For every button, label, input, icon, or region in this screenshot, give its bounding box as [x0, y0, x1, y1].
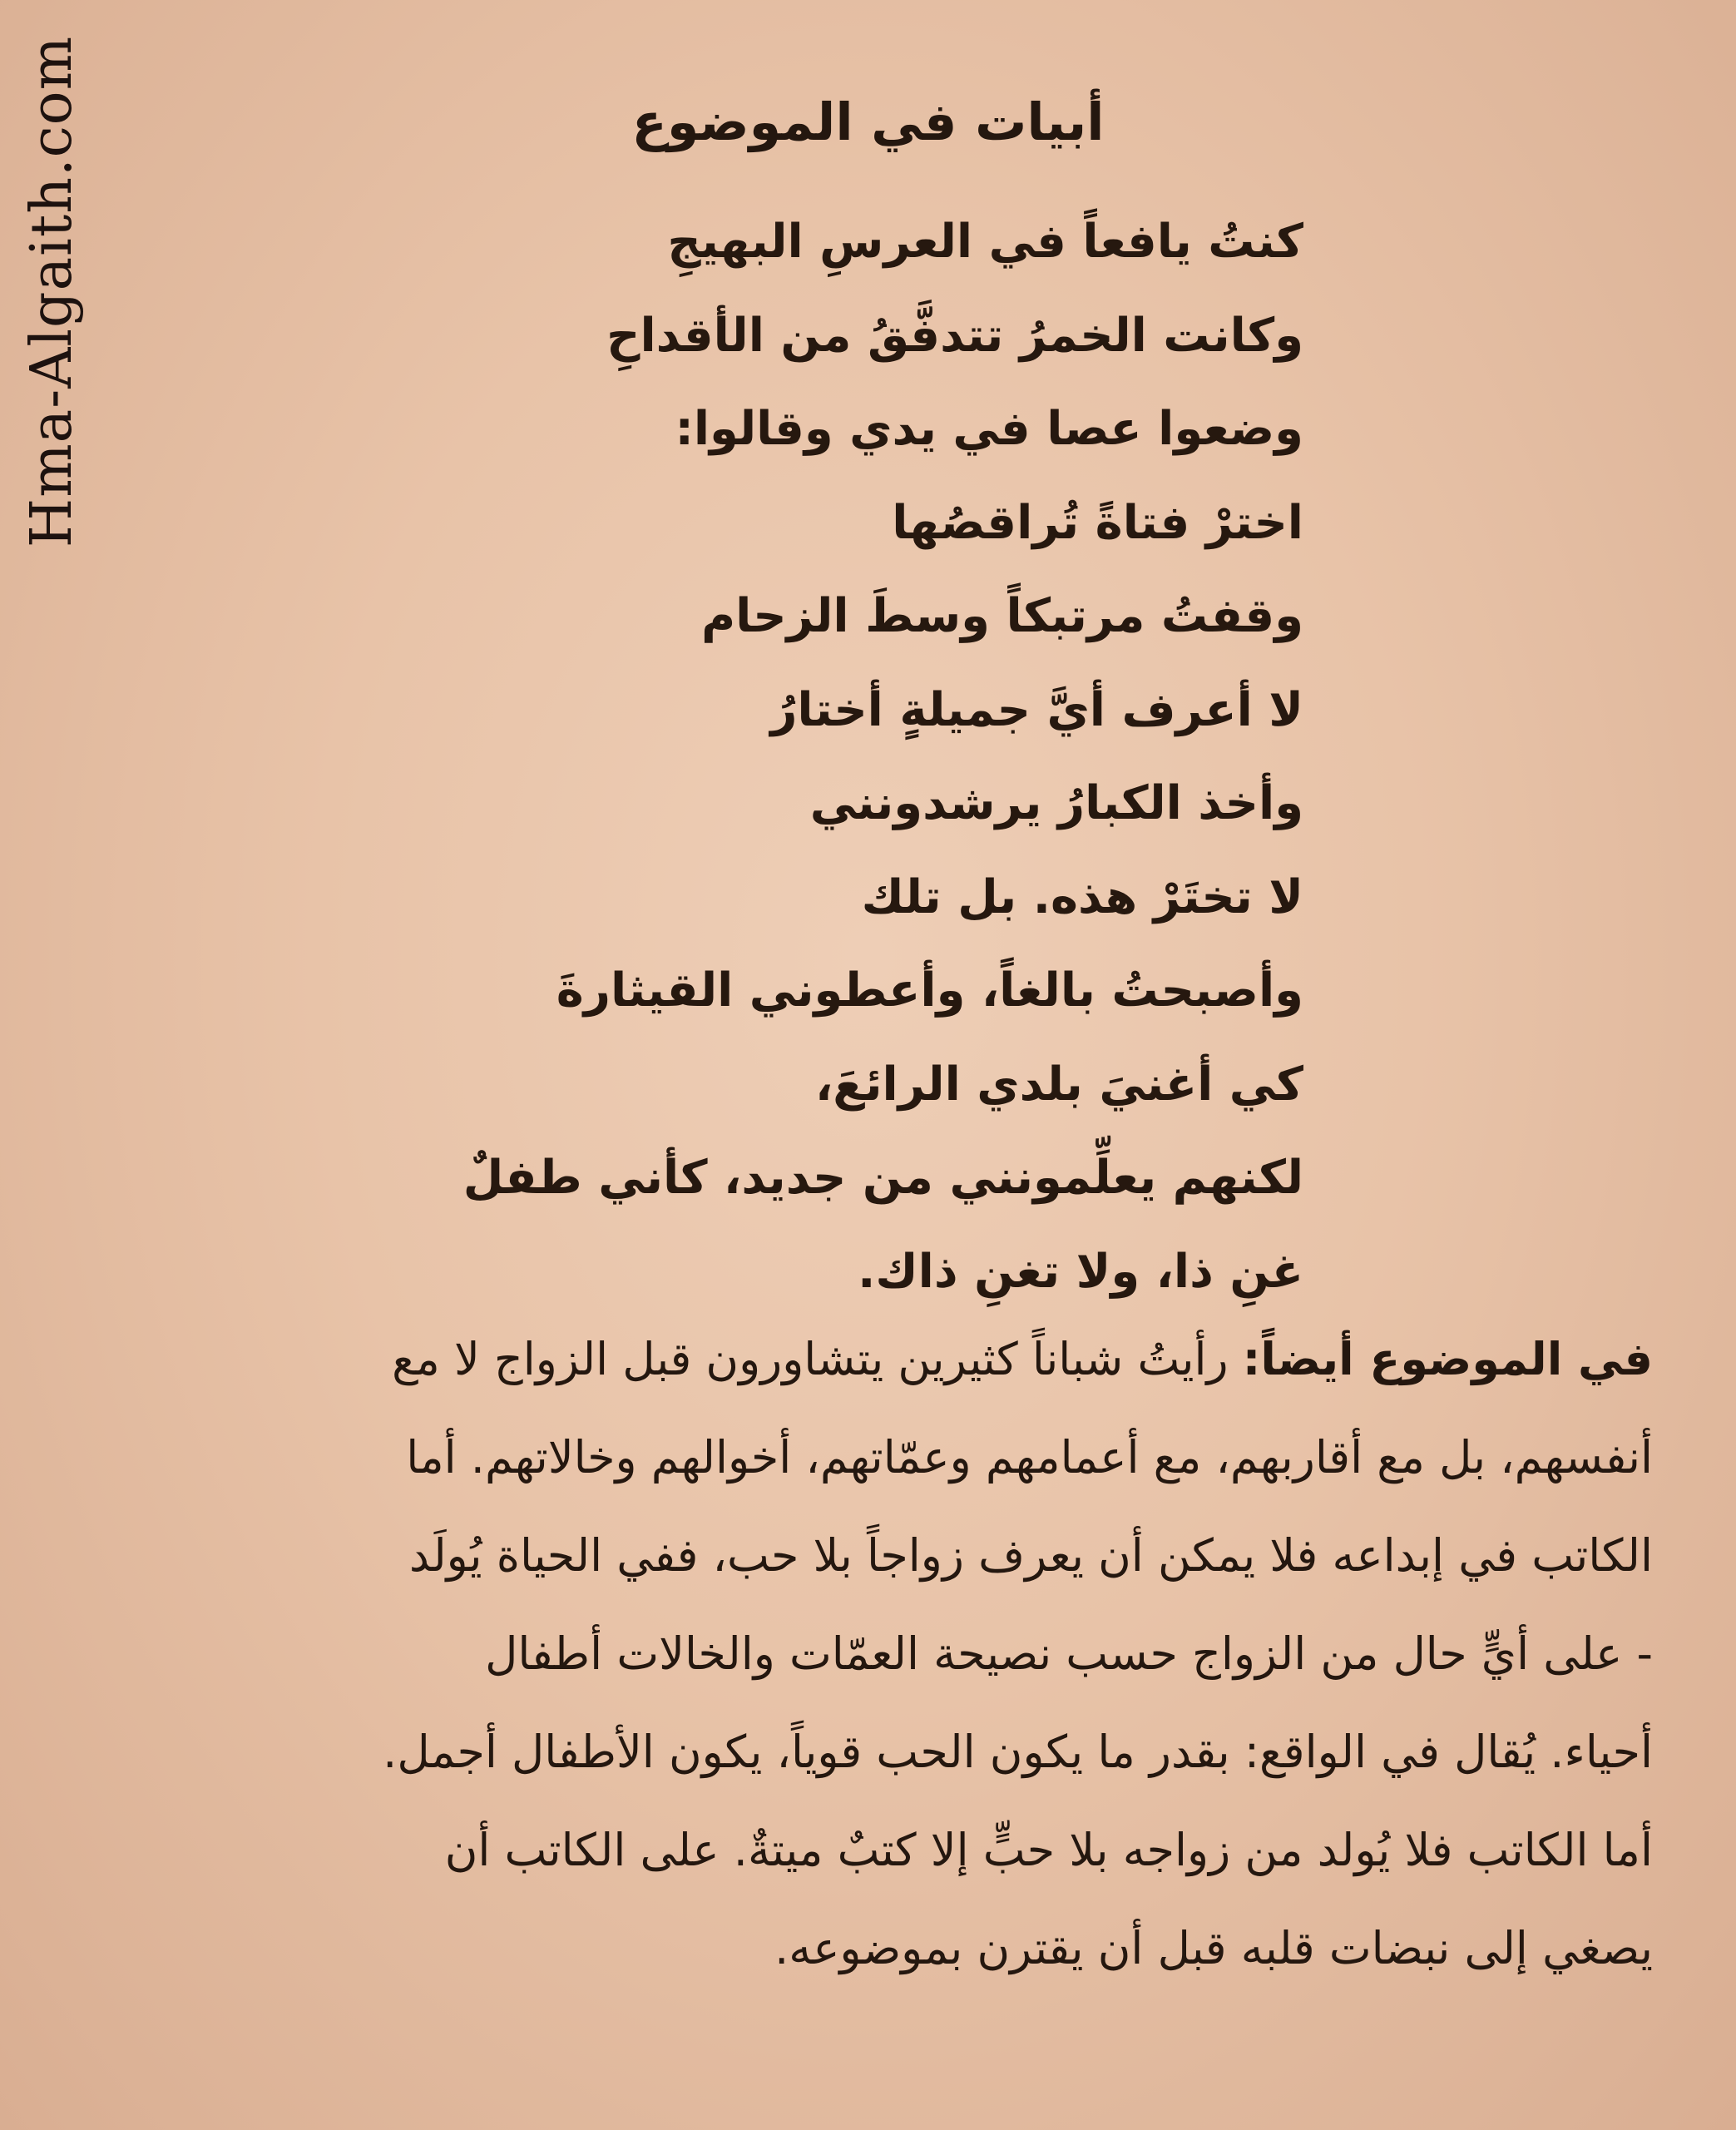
poem-line: اخترْ فتاةً تُراقصُها [892, 495, 1303, 550]
poem [430, 196, 1303, 1319]
poem-line: لا تختَرْ هذه. بل تلك [861, 869, 1303, 924]
poem-line: وضعوا عصا في يدي وقالوا: [675, 402, 1303, 456]
poem-line: وكانت الخمرُ تتدفَّقُ من الأقداحِ [606, 308, 1303, 363]
prose-line [89, 1310, 1653, 1409]
poem-line: لكنهم يعلِّمونني من جديد، كأني طفلٌ [462, 1151, 1303, 1205]
prose-line: أما الكاتب فلا يُولد من زواجه بلا حبٍّ إلا كتبٌ ميتةٌ. على الكاتب أن [444, 1824, 1653, 1876]
prose-line: يصغي إلى نبضات قلبه قبل أن يقترن بموضوعه. [774, 1922, 1653, 1974]
prose-line-text: رأيتُ شباناً كثيرين يتشاورون قبل الزواج لا مع [392, 1333, 1243, 1385]
prose-paragraph [89, 1310, 1653, 1998]
prose-lead: في الموضوع أيضاً: [1242, 1333, 1653, 1385]
poem-line: وقفتُ مرتبكاً وسطَ الزحام [701, 589, 1303, 643]
poem-line: لا أعرف أيَّ جميلةٍ أختارُ [770, 682, 1303, 737]
poem-line: كنتُ يافعاً في العرسِ البهيجِ [667, 215, 1303, 269]
watermark-text: Hma-Algaith.com [19, 35, 86, 547]
prose-line: أنفسهم، بل مع أقاربهم، مع أعمامهم وعمّاتهم، أخوالهم وخالاتهم. أما [406, 1431, 1653, 1484]
prose-line: الكاتب في إبداعه فلا يمكن أن يعرف زواجاً بلا حب، ففي الحياة يُولَد [408, 1529, 1653, 1582]
poem-line: كي أغنيَ بلدي الرائعَ، [814, 1057, 1303, 1112]
page-title: أبيات في الموضوع [631, 92, 1105, 152]
prose-line: أحياء. يُقال في الواقع: بقدر ما يكون الحب قوياً، يكون الأطفال أجمل. [383, 1726, 1653, 1778]
poem-line: غنِ ذا، ولا تغنِ ذاك. [858, 1244, 1303, 1299]
poem-line: وأخذ الكبارُ يرشدونني [809, 776, 1303, 830]
prose-line: - على أيٍّ حال من الزواج حسب نصيحة العمّات والخالات أطفال [485, 1627, 1653, 1680]
poem-line: وأصبحتُ بالغاً، وأعطوني القيثارةَ [556, 963, 1303, 1018]
